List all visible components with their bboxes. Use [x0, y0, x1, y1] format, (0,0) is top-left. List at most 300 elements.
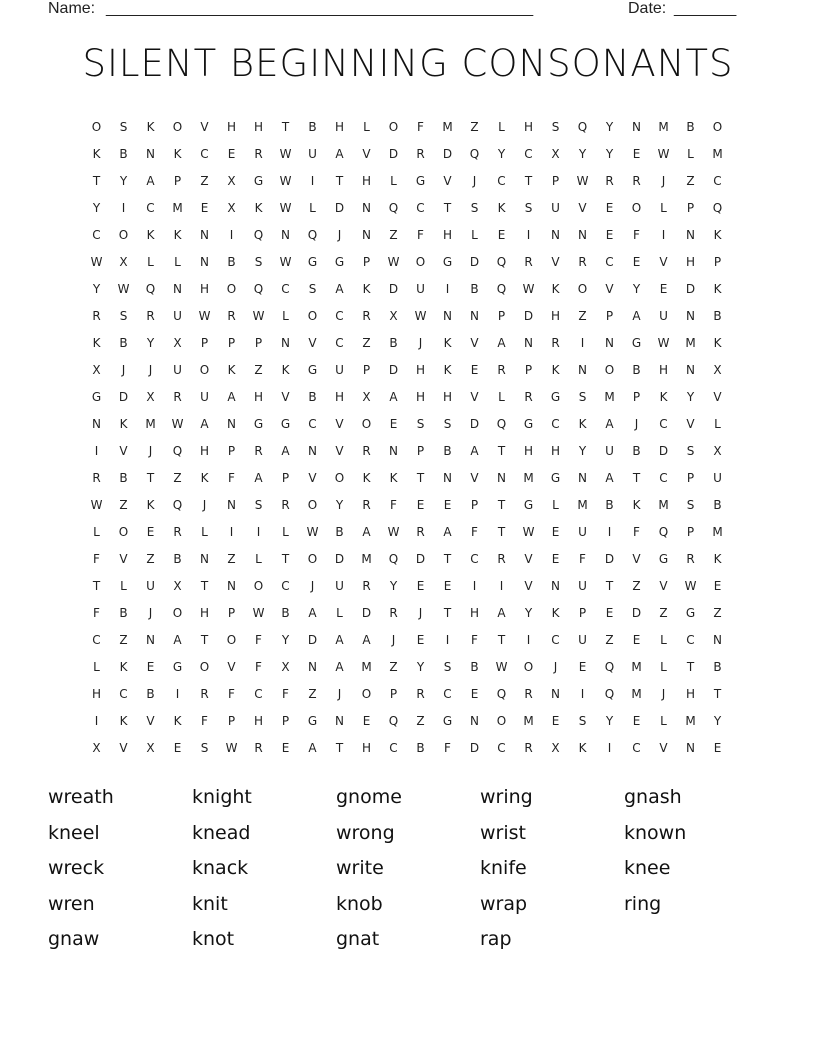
grid-letter[interactable]: P — [227, 336, 236, 350]
grid-letter[interactable]: J — [472, 174, 477, 188]
grid-letter[interactable]: B — [173, 552, 182, 566]
grid-letter[interactable]: I — [607, 741, 612, 755]
grid-letter[interactable]: K — [713, 228, 722, 242]
grid-letter[interactable]: D — [307, 633, 318, 647]
grid-letter[interactable]: V — [524, 552, 533, 566]
grid-letter[interactable]: P — [227, 714, 236, 728]
grid-letter[interactable]: P — [713, 255, 722, 269]
grid-letter[interactable]: V — [146, 714, 155, 728]
grid-letter[interactable]: X — [551, 147, 560, 161]
grid-letter[interactable]: O — [91, 120, 102, 134]
grid-letter[interactable]: O — [577, 282, 588, 296]
grid-letter[interactable]: R — [254, 147, 263, 161]
grid-letter[interactable]: H — [550, 444, 561, 458]
grid-letter[interactable]: R — [362, 444, 371, 458]
grid-letter[interactable]: F — [444, 741, 451, 755]
grid-letter[interactable]: I — [175, 687, 180, 701]
grid-letter[interactable]: D — [604, 552, 615, 566]
grid-letter[interactable]: A — [254, 471, 263, 485]
grid-letter[interactable]: C — [254, 687, 263, 701]
grid-letter[interactable]: W — [495, 660, 508, 674]
grid-letter[interactable]: N — [200, 228, 209, 242]
grid-letter[interactable]: B — [713, 498, 722, 512]
grid-letter[interactable]: L — [282, 525, 289, 539]
grid-letter[interactable]: L — [120, 579, 127, 593]
grid-letter[interactable]: W — [171, 417, 184, 431]
grid-letter[interactable]: J — [310, 579, 315, 593]
grid-letter[interactable]: B — [443, 444, 452, 458]
grid-letter[interactable]: P — [362, 255, 371, 269]
grid-letter[interactable]: E — [632, 633, 641, 647]
grid-letter[interactable]: N — [443, 309, 452, 323]
grid-letter[interactable]: H — [199, 606, 210, 620]
grid-letter[interactable]: U — [200, 390, 209, 404]
grid-letter[interactable]: Q — [604, 660, 615, 674]
grid-letter[interactable]: A — [335, 633, 344, 647]
grid-letter[interactable]: Y — [524, 606, 533, 620]
grid-letter[interactable]: L — [471, 228, 478, 242]
grid-letter[interactable]: X — [362, 390, 371, 404]
grid-letter[interactable]: S — [686, 498, 695, 512]
grid-letter[interactable]: U — [605, 444, 614, 458]
grid-letter[interactable]: D — [631, 606, 642, 620]
grid-letter[interactable]: F — [255, 660, 262, 674]
grid-letter[interactable]: O — [307, 498, 318, 512]
grid-letter[interactable]: E — [443, 498, 452, 512]
grid-letter[interactable]: R — [362, 498, 371, 512]
grid-letter[interactable]: C — [713, 174, 722, 188]
grid-letter[interactable]: X — [146, 741, 155, 755]
grid-letter[interactable]: Q — [712, 201, 723, 215]
grid-letter[interactable]: K — [713, 336, 722, 350]
grid-letter[interactable]: J — [661, 174, 666, 188]
grid-letter[interactable]: N — [308, 660, 317, 674]
grid-letter[interactable]: F — [282, 687, 289, 701]
grid-letter[interactable]: H — [415, 363, 426, 377]
grid-letter[interactable]: Q — [172, 498, 183, 512]
grid-letter[interactable]: Y — [605, 714, 614, 728]
grid-letter[interactable]: H — [199, 444, 210, 458]
grid-letter[interactable]: S — [254, 255, 263, 269]
grid-letter[interactable]: H — [334, 120, 345, 134]
grid-letter[interactable]: Q — [307, 228, 318, 242]
grid-letter[interactable]: I — [256, 525, 261, 539]
grid-letter[interactable]: V — [686, 417, 695, 431]
grid-letter[interactable]: P — [632, 390, 641, 404]
grid-letter[interactable]: M — [577, 498, 588, 512]
grid-letter[interactable]: B — [713, 309, 722, 323]
grid-letter[interactable]: N — [146, 147, 155, 161]
grid-letter[interactable]: V — [362, 147, 371, 161]
grid-letter[interactable]: H — [361, 174, 372, 188]
grid-letter[interactable]: D — [388, 282, 399, 296]
grid-letter[interactable]: H — [361, 741, 372, 755]
grid-letter[interactable]: B — [470, 282, 479, 296]
grid-letter[interactable]: P — [686, 201, 695, 215]
grid-letter[interactable]: O — [226, 633, 237, 647]
grid-letter[interactable]: N — [497, 471, 506, 485]
grid-letter[interactable]: L — [363, 120, 370, 134]
grid-letter[interactable]: Z — [173, 471, 182, 485]
grid-letter[interactable]: R — [146, 309, 155, 323]
grid-letter[interactable]: E — [416, 498, 425, 512]
grid-letter[interactable]: H — [334, 390, 345, 404]
grid-letter[interactable]: G — [334, 255, 345, 269]
grid-letter[interactable]: W — [522, 282, 535, 296]
grid-letter[interactable]: Y — [119, 174, 128, 188]
grid-letter[interactable]: B — [119, 471, 128, 485]
grid-letter[interactable]: N — [686, 309, 695, 323]
grid-letter[interactable]: E — [605, 606, 614, 620]
grid-letter[interactable]: S — [200, 741, 209, 755]
grid-letter[interactable]: H — [253, 714, 264, 728]
grid-letter[interactable]: S — [119, 120, 128, 134]
grid-letter[interactable]: F — [633, 525, 640, 539]
grid-letter[interactable]: R — [254, 741, 263, 755]
grid-letter[interactable]: I — [445, 633, 450, 647]
grid-letter[interactable]: U — [308, 147, 317, 161]
grid-letter[interactable]: K — [92, 147, 101, 161]
grid-letter[interactable]: D — [469, 417, 480, 431]
grid-letter[interactable]: X — [173, 579, 182, 593]
grid-letter[interactable]: F — [417, 120, 424, 134]
grid-letter[interactable]: C — [389, 741, 398, 755]
grid-letter[interactable]: W — [279, 201, 292, 215]
grid-letter[interactable]: D — [523, 309, 534, 323]
grid-letter[interactable]: Z — [605, 633, 614, 647]
grid-letter[interactable]: J — [661, 687, 666, 701]
grid-letter[interactable]: U — [173, 363, 182, 377]
grid-letter[interactable]: L — [174, 255, 181, 269]
grid-letter[interactable]: H — [685, 255, 696, 269]
grid-letter[interactable]: N — [443, 471, 452, 485]
grid-letter[interactable]: J — [337, 228, 342, 242]
grid-letter[interactable]: K — [497, 201, 506, 215]
grid-letter[interactable]: D — [685, 282, 696, 296]
grid-letter[interactable]: G — [307, 363, 318, 377]
grid-letter[interactable]: J — [418, 336, 423, 350]
grid-letter[interactable]: B — [146, 687, 155, 701]
grid-letter[interactable]: N — [362, 201, 371, 215]
grid-letter[interactable]: I — [310, 174, 315, 188]
grid-letter[interactable]: K — [632, 498, 641, 512]
grid-letter[interactable]: K — [200, 471, 209, 485]
grid-letter[interactable]: P — [578, 606, 587, 620]
grid-letter[interactable]: L — [552, 498, 559, 512]
grid-letter[interactable]: J — [148, 363, 153, 377]
grid-letter[interactable]: V — [308, 471, 317, 485]
grid-letter[interactable]: X — [146, 390, 155, 404]
grid-letter[interactable]: Q — [172, 444, 183, 458]
grid-letter[interactable]: R — [551, 336, 560, 350]
grid-letter[interactable]: Z — [389, 660, 398, 674]
grid-letter[interactable]: A — [227, 390, 236, 404]
grid-letter[interactable]: U — [335, 363, 344, 377]
grid-letter[interactable]: A — [146, 174, 155, 188]
grid-letter[interactable]: T — [524, 174, 533, 188]
grid-letter[interactable]: H — [469, 606, 480, 620]
grid-letter[interactable]: E — [362, 714, 371, 728]
grid-letter[interactable]: V — [308, 336, 317, 350]
grid-letter[interactable]: J — [391, 633, 396, 647]
grid-letter[interactable]: U — [335, 579, 344, 593]
grid-letter[interactable]: C — [92, 633, 101, 647]
grid-letter[interactable]: X — [92, 741, 101, 755]
grid-letter[interactable]: B — [119, 147, 128, 161]
grid-letter[interactable]: R — [416, 525, 425, 539]
grid-letter[interactable]: S — [470, 201, 479, 215]
grid-letter[interactable]: E — [281, 741, 290, 755]
grid-letter[interactable]: Q — [469, 147, 480, 161]
grid-letter[interactable]: R — [524, 255, 533, 269]
grid-letter[interactable]: A — [605, 417, 614, 431]
grid-letter[interactable]: B — [713, 660, 722, 674]
grid-letter[interactable]: M — [658, 120, 669, 134]
date-blank-line[interactable]: _______ — [674, 0, 737, 17]
grid-letter[interactable]: W — [225, 741, 238, 755]
grid-letter[interactable]: Z — [119, 498, 128, 512]
grid-letter[interactable]: P — [605, 309, 614, 323]
grid-letter[interactable]: I — [661, 228, 666, 242]
grid-letter[interactable]: Q — [388, 552, 399, 566]
grid-letter[interactable]: N — [200, 255, 209, 269]
grid-letter[interactable]: P — [470, 498, 479, 512]
grid-letter[interactable]: T — [281, 552, 290, 566]
grid-letter[interactable]: P — [551, 174, 560, 188]
grid-letter[interactable]: V — [632, 552, 641, 566]
grid-letter[interactable]: L — [93, 525, 100, 539]
grid-letter[interactable]: Z — [632, 579, 641, 593]
grid-letter[interactable]: P — [389, 687, 398, 701]
grid-letter[interactable]: R — [281, 498, 290, 512]
grid-letter[interactable]: H — [253, 390, 264, 404]
grid-letter[interactable]: P — [200, 336, 209, 350]
grid-letter[interactable]: K — [146, 228, 155, 242]
grid-letter[interactable]: D — [415, 552, 426, 566]
grid-letter[interactable]: T — [92, 579, 101, 593]
grid-letter[interactable]: O — [307, 309, 318, 323]
grid-letter[interactable]: Y — [416, 660, 425, 674]
grid-letter[interactable]: C — [92, 228, 101, 242]
grid-letter[interactable]: O — [604, 363, 615, 377]
grid-letter[interactable]: N — [686, 363, 695, 377]
grid-letter[interactable]: Y — [578, 147, 587, 161]
grid-letter[interactable]: Y — [605, 120, 614, 134]
grid-letter[interactable]: I — [607, 525, 612, 539]
grid-letter[interactable]: G — [658, 552, 669, 566]
grid-letter[interactable]: J — [418, 606, 423, 620]
grid-letter[interactable]: E — [227, 147, 236, 161]
grid-letter[interactable]: J — [148, 444, 153, 458]
grid-letter[interactable]: B — [605, 498, 614, 512]
grid-letter[interactable]: H — [523, 120, 534, 134]
grid-letter[interactable]: N — [470, 714, 479, 728]
grid-letter[interactable]: E — [173, 741, 182, 755]
grid-letter[interactable]: F — [255, 633, 262, 647]
grid-letter[interactable]: K — [551, 282, 560, 296]
grid-letter[interactable]: F — [390, 498, 397, 512]
grid-letter[interactable]: V — [119, 741, 128, 755]
grid-letter[interactable]: D — [388, 147, 399, 161]
grid-letter[interactable]: A — [308, 741, 317, 755]
grid-letter[interactable]: V — [200, 120, 209, 134]
grid-letter[interactable]: E — [389, 417, 398, 431]
grid-letter[interactable]: D — [388, 363, 399, 377]
grid-letter[interactable]: B — [416, 741, 425, 755]
grid-letter[interactable]: E — [470, 363, 479, 377]
grid-letter[interactable]: E — [551, 714, 560, 728]
grid-letter[interactable]: U — [659, 309, 668, 323]
grid-letter[interactable]: I — [580, 687, 585, 701]
grid-letter[interactable]: Z — [686, 174, 695, 188]
grid-letter[interactable]: O — [172, 120, 183, 134]
grid-letter[interactable]: Q — [253, 282, 264, 296]
grid-letter[interactable]: L — [147, 255, 154, 269]
grid-letter[interactable]: E — [632, 147, 641, 161]
grid-letter[interactable]: E — [713, 579, 722, 593]
grid-letter[interactable]: W — [198, 309, 211, 323]
grid-letter[interactable]: N — [92, 417, 101, 431]
grid-letter[interactable]: P — [524, 363, 533, 377]
grid-letter[interactable]: Y — [578, 444, 587, 458]
grid-letter[interactable]: W — [684, 579, 697, 593]
grid-letter[interactable]: K — [92, 336, 101, 350]
grid-letter[interactable]: L — [336, 606, 343, 620]
grid-letter[interactable]: S — [308, 282, 317, 296]
grid-letter[interactable]: O — [361, 417, 372, 431]
grid-letter[interactable]: L — [660, 201, 667, 215]
grid-letter[interactable]: N — [389, 444, 398, 458]
grid-letter[interactable]: C — [416, 201, 425, 215]
grid-letter[interactable]: N — [308, 444, 317, 458]
grid-letter[interactable]: A — [497, 336, 506, 350]
grid-letter[interactable]: F — [471, 633, 478, 647]
grid-letter[interactable]: F — [417, 228, 424, 242]
grid-letter[interactable]: N — [605, 336, 614, 350]
grid-letter[interactable]: N — [362, 228, 371, 242]
grid-letter[interactable]: R — [524, 390, 533, 404]
grid-letter[interactable]: M — [604, 390, 615, 404]
grid-letter[interactable]: F — [471, 525, 478, 539]
grid-letter[interactable]: M — [712, 525, 723, 539]
grid-letter[interactable]: P — [227, 606, 236, 620]
grid-letter[interactable]: K — [254, 201, 263, 215]
grid-letter[interactable]: K — [578, 417, 587, 431]
grid-letter[interactable]: Q — [388, 201, 399, 215]
grid-letter[interactable]: S — [443, 417, 452, 431]
grid-letter[interactable]: Q — [604, 687, 615, 701]
grid-letter[interactable]: C — [308, 417, 317, 431]
grid-letter[interactable]: Q — [496, 687, 507, 701]
grid-letter[interactable]: F — [93, 552, 100, 566]
grid-letter[interactable]: C — [335, 336, 344, 350]
grid-letter[interactable]: K — [173, 228, 182, 242]
grid-letter[interactable]: M — [361, 660, 372, 674]
grid-letter[interactable]: X — [389, 309, 398, 323]
grid-letter[interactable]: M — [145, 417, 156, 431]
grid-letter[interactable]: Z — [308, 687, 317, 701]
grid-letter[interactable]: W — [279, 147, 292, 161]
grid-letter[interactable]: N — [578, 471, 587, 485]
grid-letter[interactable]: T — [632, 471, 641, 485]
grid-letter[interactable]: R — [416, 687, 425, 701]
grid-letter[interactable]: Q — [145, 282, 156, 296]
grid-letter[interactable]: V — [281, 390, 290, 404]
grid-letter[interactable]: S — [416, 417, 425, 431]
grid-letter[interactable]: V — [119, 552, 128, 566]
grid-letter[interactable]: E — [632, 255, 641, 269]
grid-letter[interactable]: V — [605, 282, 614, 296]
grid-letter[interactable]: R — [524, 687, 533, 701]
grid-letter[interactable]: G — [631, 336, 642, 350]
grid-letter[interactable]: L — [201, 525, 208, 539]
grid-letter[interactable]: T — [92, 174, 101, 188]
grid-letter[interactable]: E — [416, 579, 425, 593]
grid-letter[interactable]: Z — [119, 633, 128, 647]
grid-letter[interactable]: Q — [496, 282, 507, 296]
grid-letter[interactable]: Y — [281, 633, 290, 647]
grid-letter[interactable]: C — [551, 633, 560, 647]
grid-letter[interactable]: N — [227, 417, 236, 431]
grid-letter[interactable]: A — [200, 417, 209, 431]
grid-letter[interactable]: W — [522, 525, 535, 539]
grid-letter[interactable]: V — [713, 390, 722, 404]
grid-letter[interactable]: A — [605, 471, 614, 485]
grid-letter[interactable]: O — [172, 606, 183, 620]
grid-letter[interactable]: L — [309, 201, 316, 215]
grid-letter[interactable]: Q — [496, 255, 507, 269]
grid-letter[interactable]: B — [686, 120, 695, 134]
grid-letter[interactable]: K — [443, 336, 452, 350]
grid-letter[interactable]: L — [255, 552, 262, 566]
grid-letter[interactable]: L — [660, 714, 667, 728]
grid-letter[interactable]: I — [580, 336, 585, 350]
grid-letter[interactable]: Q — [388, 714, 399, 728]
grid-letter[interactable]: F — [579, 552, 586, 566]
grid-letter[interactable]: M — [523, 714, 534, 728]
grid-letter[interactable]: H — [91, 687, 102, 701]
grid-letter[interactable]: C — [335, 309, 344, 323]
grid-letter[interactable]: P — [686, 471, 695, 485]
grid-letter[interactable]: S — [443, 660, 452, 674]
grid-letter[interactable]: M — [631, 687, 642, 701]
grid-letter[interactable]: C — [281, 282, 290, 296]
grid-letter[interactable]: A — [632, 309, 641, 323]
grid-letter[interactable]: S — [578, 390, 587, 404]
grid-letter[interactable]: O — [253, 579, 264, 593]
grid-letter[interactable]: Z — [578, 309, 587, 323]
grid-letter[interactable]: B — [227, 255, 236, 269]
grid-letter[interactable]: D — [469, 741, 480, 755]
grid-letter[interactable]: N — [470, 309, 479, 323]
grid-letter[interactable]: C — [659, 417, 668, 431]
grid-letter[interactable]: H — [442, 228, 453, 242]
grid-letter[interactable]: Z — [389, 228, 398, 242]
grid-letter[interactable]: C — [470, 552, 479, 566]
grid-letter[interactable]: J — [553, 660, 558, 674]
grid-letter[interactable]: I — [229, 228, 234, 242]
grid-letter[interactable]: R — [686, 552, 695, 566]
grid-letter[interactable]: E — [605, 228, 614, 242]
grid-letter[interactable]: T — [497, 633, 506, 647]
grid-letter[interactable]: B — [389, 336, 398, 350]
grid-letter[interactable]: P — [254, 336, 263, 350]
grid-letter[interactable]: Z — [254, 363, 263, 377]
grid-letter[interactable]: V — [659, 741, 668, 755]
grid-letter[interactable]: V — [470, 336, 479, 350]
grid-letter[interactable]: C — [686, 633, 695, 647]
grid-letter[interactable]: I — [229, 525, 234, 539]
